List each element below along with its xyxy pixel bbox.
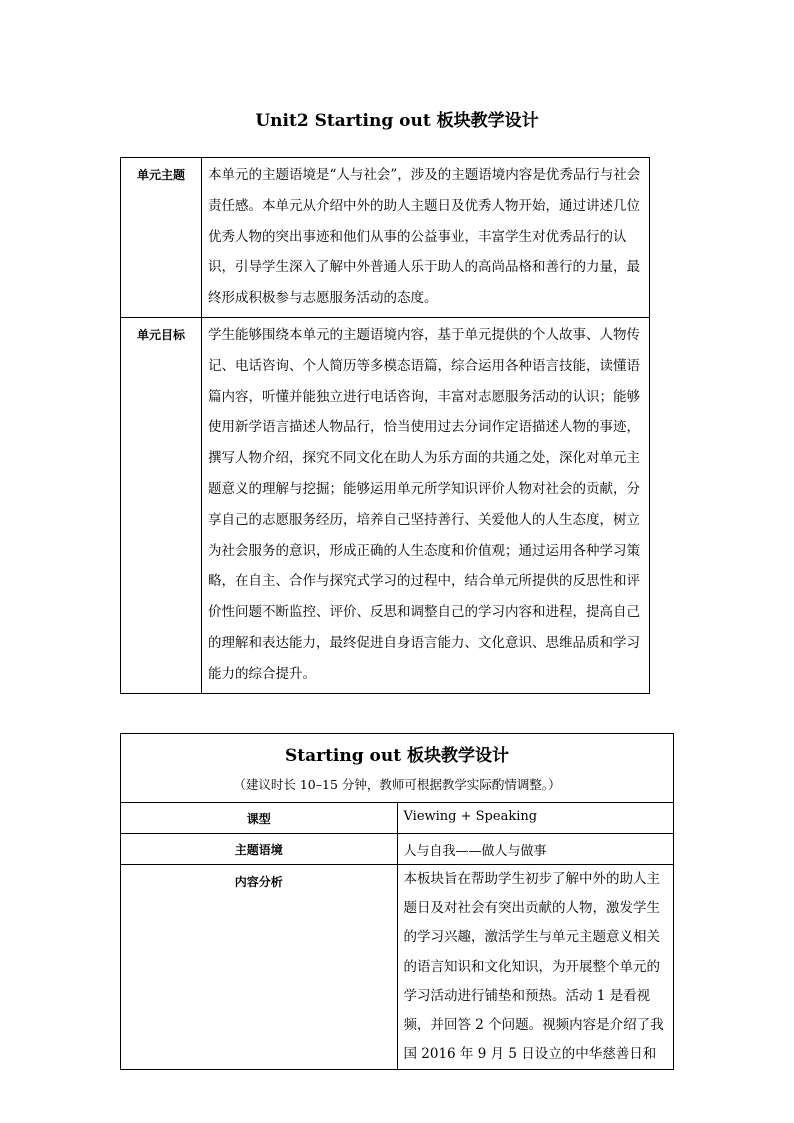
theme-context-value: 人与自我——做人与做事 bbox=[397, 834, 674, 865]
table-row bbox=[121, 734, 674, 803]
table-row bbox=[121, 317, 650, 693]
lesson-type-value: Viewing + Speaking bbox=[397, 803, 674, 834]
unit-overview-table bbox=[120, 157, 650, 694]
content-analysis-label: 内容分析 bbox=[121, 865, 398, 1070]
section-header-cell bbox=[121, 734, 674, 803]
section-design-table bbox=[120, 733, 674, 1070]
theme-context-label: 主题语境 bbox=[121, 834, 398, 865]
section-duration-note: （建议时长 10–15 分钟，教师可根据教学实际酌情调整。） bbox=[233, 777, 561, 792]
unit-goal-label: 单元目标 bbox=[121, 317, 202, 693]
unit-goal-text: 学生能够围绕本单元的主题语境内容，基于单元提供的个人故事、人物传记、电话咨询、个人简历等多模态语篇，综合运用各种语言技能，读懂语篇内容，听懂并能独立进行电话咨询，丰富对志愿服务活动的认识；能够使用新学语言描述人物品行，恰当使用过去分词作定语描述人物的事迹，撰写人物介绍，探究不同文化在助人为乐方面的共通之处，深化对单元主题意义的理解与挖掘；能够运用单元所学知识评价人物对社会的贡献，分享自己的志愿服务经历，培养自己坚持善行、关爱他人的人生态度，树立为社会服务的意识，形成正确的人生态度和价值观；通过运用各种学习策略，在自主、合作与探究式学习的过程中，结合单元所提供的反思性和评价性问题不断监控、评价、反思和调整自己的学习内容和进程，提高自己的理解和表达能力，最终促进自身语言能力、文化意识、思维品质和学习能力的综合提升。 bbox=[202, 317, 650, 693]
unit-theme-label: 单元主题 bbox=[121, 158, 202, 318]
table-row bbox=[121, 865, 674, 1070]
table-row bbox=[121, 834, 674, 865]
lesson-type-label: 课型 bbox=[121, 803, 398, 834]
unit-theme-text: 本单元的主题语境是“人与社会”，涉及的主题语境内容是优秀品行与社会责任感。本单元从介绍中外的助人主题日及优秀人物开始，通过讲述几位优秀人物的突出事迹和他们从事的公益事业，丰富学生对优秀品行的认识，引导学生深入了解中外普通人乐于助人的高尚品格和善行的力量，最终形成积极参与志愿服务活动的态度。 bbox=[202, 158, 650, 318]
section-title: Starting out 板块教学设计 bbox=[284, 746, 510, 766]
table-row bbox=[121, 803, 674, 834]
table-row bbox=[121, 158, 650, 318]
document-title: Unit2 Starting out 板块教学设计 bbox=[255, 111, 539, 131]
content-analysis-text: 本板块旨在帮助学生初步了解中外的助人主题日及对社会有突出贡献的人物，激发学生的学习兴趣，激活学生与单元主题意义相关的语言知识和文化知识，为开展整个单元的学习活动进行铺垫和预热。活动 1 是看视频，并回答 2 个问题。视频内容是介绍了我国 2016 年 9 月 5 日设立的中华慈善日和 bbox=[397, 865, 674, 1070]
